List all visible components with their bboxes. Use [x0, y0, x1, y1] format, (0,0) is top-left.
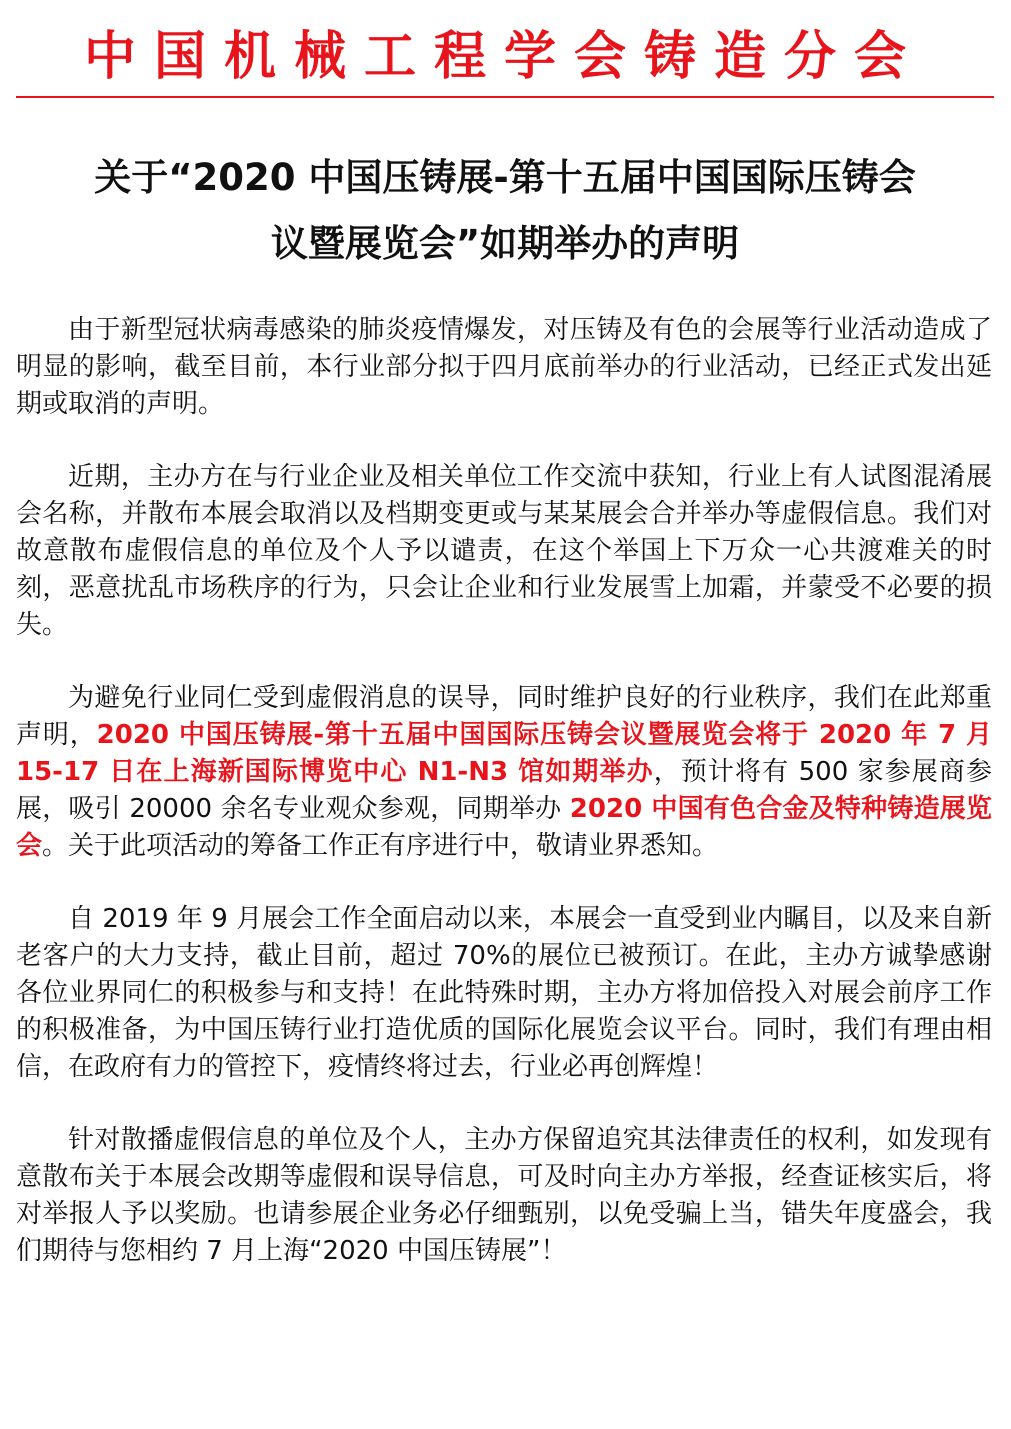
- organization-header: 中国机械工程学会铸造分会: [83, 26, 924, 87]
- paragraph-2: 近期，主办方在与行业企业及相关单位工作交流中获知，行业上有人试图混淆展会名称，并散布本展会取消以及档期变更或与某某展会合并举办等虚假信息。我们对故意散布虚假信息的单位及个人予以谴责，在这个举国上下万众一心共渡难关的时刻，恶意扰乱市场秩序的行为，只会让企业和行业发展雪上加霜，并蒙受不必要的损失。: [16, 462, 992, 640]
- header-divider: [16, 96, 994, 98]
- event-announcement-highlight: 2020 中国压铸展-第十五届中国国际压铸会议暨展览会将于 2020 年 7 月 15-17 日在上海新国际博览中心 N1-N3 馆如期举办: [16, 720, 992, 787]
- paragraph-3-text-2: ，预计将有 500 家参展商参展，吸引 20000 余名专业观众参观，同期举办: [16, 757, 993, 824]
- paragraph-3: [16, 680, 992, 865]
- paragraph-3-text-3: 。关于此项活动的筹备工作正有序进行中，敬请业界悉知。: [42, 831, 719, 861]
- document-body: [16, 312, 992, 1306]
- document-title: [16, 145, 994, 277]
- paragraph-5: 针对散播虚假信息的单位及个人，主办方保留追究其法律责任的权利，如发现有意散布关于本展会改期等虚假和误导信息，可及时向主办方举报，经查证核实后，将对举报人予以奖励。也请参展企业务必仔细甄别，以免受骗上当，错失年度盛会，我们期待与您相约 7 月上海“2020 中国压铸展”！: [16, 1125, 992, 1266]
- paragraph-3-text-1: 为避免行业同仁受到虚假消息的误导，同时维护良好的行业秩序，我们在此郑重声明，: [16, 683, 992, 750]
- title-line-2: 议暨展览会”如期举办的声明: [270, 222, 740, 265]
- title-line-1: 关于“2020 中国压铸展-第十五届中国国际压铸会: [94, 156, 916, 199]
- paragraph-4: 自 2019 年 9 月展会工作全面启动以来，本展会一直受到业内瞩目，以及来自新老客户的大力支持，截止目前，超过 70%的展位已被预订。在此，主办方诚挚感谢各位业界同仁的积极参与和支持！在此特殊时期，主办方将加倍投入对展会前序工作的积极准备，为中国压铸行业打造优质的国际化展览会议平台。同时，我们有理由相信，在政府有力的管控下，疫情终将过去，行业必再创辉煌！: [16, 904, 992, 1082]
- concurrent-exhibition-highlight: 2020 中国有色合金及特种铸造展览会: [16, 794, 992, 861]
- paragraph-1: 由于新型冠状病毒感染的肺炎疫情爆发，对压铸及有色的会展等行业活动造成了明显的影响，截至目前，本行业部分拟于四月底前举办的行业活动，已经正式发出延期或取消的声明。: [16, 315, 992, 419]
